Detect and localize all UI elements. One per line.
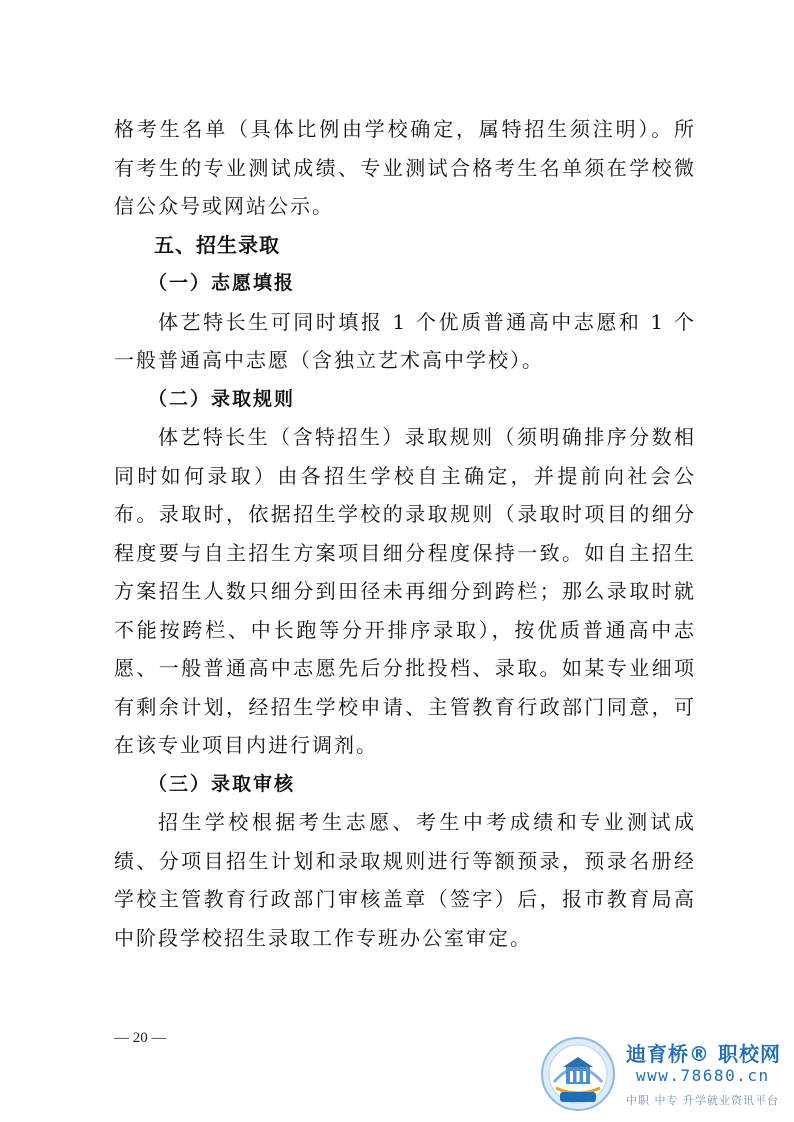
page-number: — 20 — [114,1030,167,1046]
watermark-url: www.78680.cn [636,1066,770,1085]
site-watermark [540,1036,794,1122]
paragraph-intro: 格考生名单（具体比例由学校确定，属特招生须注明）。所有考生的专业测试成绩、专业测试合格考生名单须在学校微信公众号或网站公示。 [114,117,696,218]
subheading-volunteer-filling: （一）志愿填报 [148,272,296,294]
subheading-admission-review: （三）录取审核 [148,772,296,795]
paragraph-volunteer-filling: 体艺特长生可同时填报 1 个优质普通高中志愿和 1 个一般普通高中志愿（含独立艺术高中学校）。 [114,309,696,372]
subheading-admission-rules: （二）录取规则 [148,387,296,410]
watermark-subtitle: 中职 中专 升学就业资讯平台 [626,1094,779,1107]
document-body [114,110,696,957]
paragraph-admission-review: 招生学校根据考生志愿、考生中考成绩和专业测试成绩、分项目招生计划和录取规则进行等额预录，预录名册经学校主管教育行政部门审核盖章（签字）后，报市教育局高中阶段学校招生录取工作专班办公室审定。 [114,810,696,950]
section-heading-enrollment: 五、招生录取 [154,232,280,257]
paragraph-admission-rules: 体艺特长生（含特招生）录取规则（须明确排序分数相同时如何录取）由各招生学校自主确定，并提前向社会公布。录取时，依据招生学校的录取规则（录取时项目的细分程度要与自主招生方案项目细分程度保持一致。如自主招生方案招生人数只细分到田径未再细分到跨栏；那么录取时就不能按跨栏、中长跑等分开排序录取），按优质普通高中志愿、一般普通高中志愿先后分批投档、录取。如某专业细项有剩余计划，经招生学校申请、主管教育行政部门同意，可在该专业项目内进行调剂。 [114,425,696,757]
school-logo-icon [540,1036,616,1112]
watermark-title: 迪育桥® 职校网 [626,1042,781,1066]
